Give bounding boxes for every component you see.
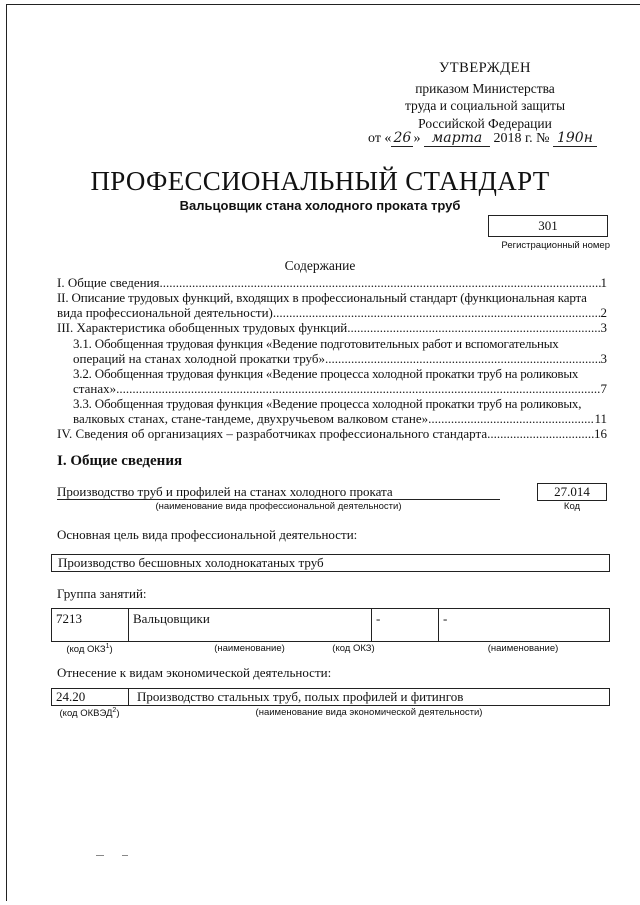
activity-code-caption: Код: [563, 501, 581, 512]
okved-label: Отнесение к видам экономической деятельности:: [57, 665, 332, 680]
date-prefix: от «: [368, 131, 392, 146]
toc-item-3-2[interactable]: [73, 366, 607, 396]
toc-item-page: 3: [600, 351, 607, 366]
toc-item-text-line1: 3.1. Обобщенная трудовая функция «Ведение подготовительных работ и вспомогательных: [73, 336, 559, 351]
okz-code-cell: 7213: [52, 609, 129, 641]
okved-table: [51, 688, 610, 706]
toc-item-text: I. Общие сведения: [57, 275, 160, 290]
date-year: 2018 г. №: [493, 131, 550, 146]
order-number: 190н: [553, 130, 597, 147]
toc-item-text-line2: вида профессиональной деятельности): [57, 305, 273, 320]
toc-title: Содержание: [284, 258, 356, 273]
okz-code2-cell: -: [372, 609, 439, 641]
date-mid: »: [413, 131, 421, 146]
toc-item-page: 11: [594, 411, 607, 426]
toc-item-text-line2: операций на станах холодной прокатки труб»: [73, 351, 326, 366]
toc-item-page: 3: [600, 320, 607, 335]
toc-item-page: 16: [594, 426, 607, 441]
scan-mark: [122, 855, 128, 856]
approval-block: [360, 60, 610, 132]
okz-code2-caption: (код ОКЗ): [332, 643, 375, 654]
group-label: Группа занятий:: [57, 586, 147, 601]
registration-number-label: Регистрационный номер: [501, 240, 610, 251]
activity-caption: (наименование вида профессиональной деятельности): [155, 501, 402, 512]
occupation-group-table: [51, 608, 610, 642]
approval-line-1: приказом Министерства: [415, 80, 555, 96]
okved-code-cell: 24.20: [52, 689, 129, 705]
toc-item-3-3[interactable]: [73, 396, 607, 426]
approval-line-3: Российской Федерации: [418, 115, 552, 131]
section-heading: I. Общие сведения: [57, 453, 183, 469]
activity-code-box: 27.014: [537, 483, 607, 501]
toc-item-3-1[interactable]: [73, 336, 607, 366]
toc-item-text: IV. Сведения об организациях – разработчиках профессионального стандарта: [57, 426, 488, 441]
date-day: 26: [391, 130, 413, 147]
toc-item-page: 1: [600, 275, 607, 290]
okz-name2-caption: (наименование): [487, 643, 559, 654]
toc-item-text-line2: станах»: [73, 381, 117, 396]
toc-item-text-line2: валковых станах, стане-тандеме, двухручьевом валковом стане»: [73, 411, 429, 426]
okved-name-caption: (наименование вида экономической деятельности): [255, 707, 483, 718]
approval-line-2: труда и социальной защиты: [404, 98, 566, 113]
okz-name-cell: Вальцовщики: [129, 609, 372, 641]
okz-code-caption: (код ОКЗ$^1$): [66, 643, 113, 656]
toc-item-3[interactable]: [57, 320, 607, 335]
registration-number-box: 301: [488, 215, 608, 237]
page-border-left: [6, 4, 7, 901]
toc-item-1[interactable]: [57, 275, 607, 290]
standard-name: Вальцовщик стана холодного проката труб: [179, 198, 461, 213]
toc-item-page: 2: [600, 305, 607, 320]
page-border-top: [6, 4, 640, 5]
toc-item-text-line1: 3.3. Обобщенная трудовая функция «Ведение процесса холодной прокатки труб на роликовых,: [73, 396, 582, 411]
toc-item-page: 7: [600, 381, 607, 396]
toc-item-text-line1: 3.2. Обобщенная трудовая функция «Ведение процесса холодной прокатки труб на роликовых: [73, 366, 579, 381]
okz-name2-cell: -: [443, 611, 448, 626]
goal-box: Производство бесшовных холоднокатаных труб: [51, 554, 610, 572]
okved-name-cell: Производство стальных труб, полых профилей и фитингов: [137, 689, 464, 704]
toc-item-2[interactable]: [57, 290, 607, 320]
okz-name-caption: (наименование): [214, 643, 285, 654]
toc-item-text-line1: II. Описание трудовых функций, входящих в профессиональный стандарт (функциональная карта: [57, 290, 587, 305]
approval-date-line: [368, 130, 597, 147]
date-month: марта: [424, 130, 490, 147]
toc-item-text: III. Характеристика обобщенных трудовых функций: [57, 320, 348, 335]
activity-name: Производство труб и профилей на станах холодного проката: [57, 484, 500, 500]
approval-heading: УТВЕРЖДЕН: [439, 60, 531, 76]
goal-label: Основная цель вида профессиональной деятельности:: [57, 527, 358, 542]
toc-item-4[interactable]: [57, 426, 607, 441]
document-title: ПРОФЕССИОНАЛЬНЫЙ СТАНДАРТ: [90, 166, 550, 196]
okved-code-caption: (код ОКВЭД$^2$): [59, 707, 120, 720]
scan-mark: [96, 855, 104, 856]
